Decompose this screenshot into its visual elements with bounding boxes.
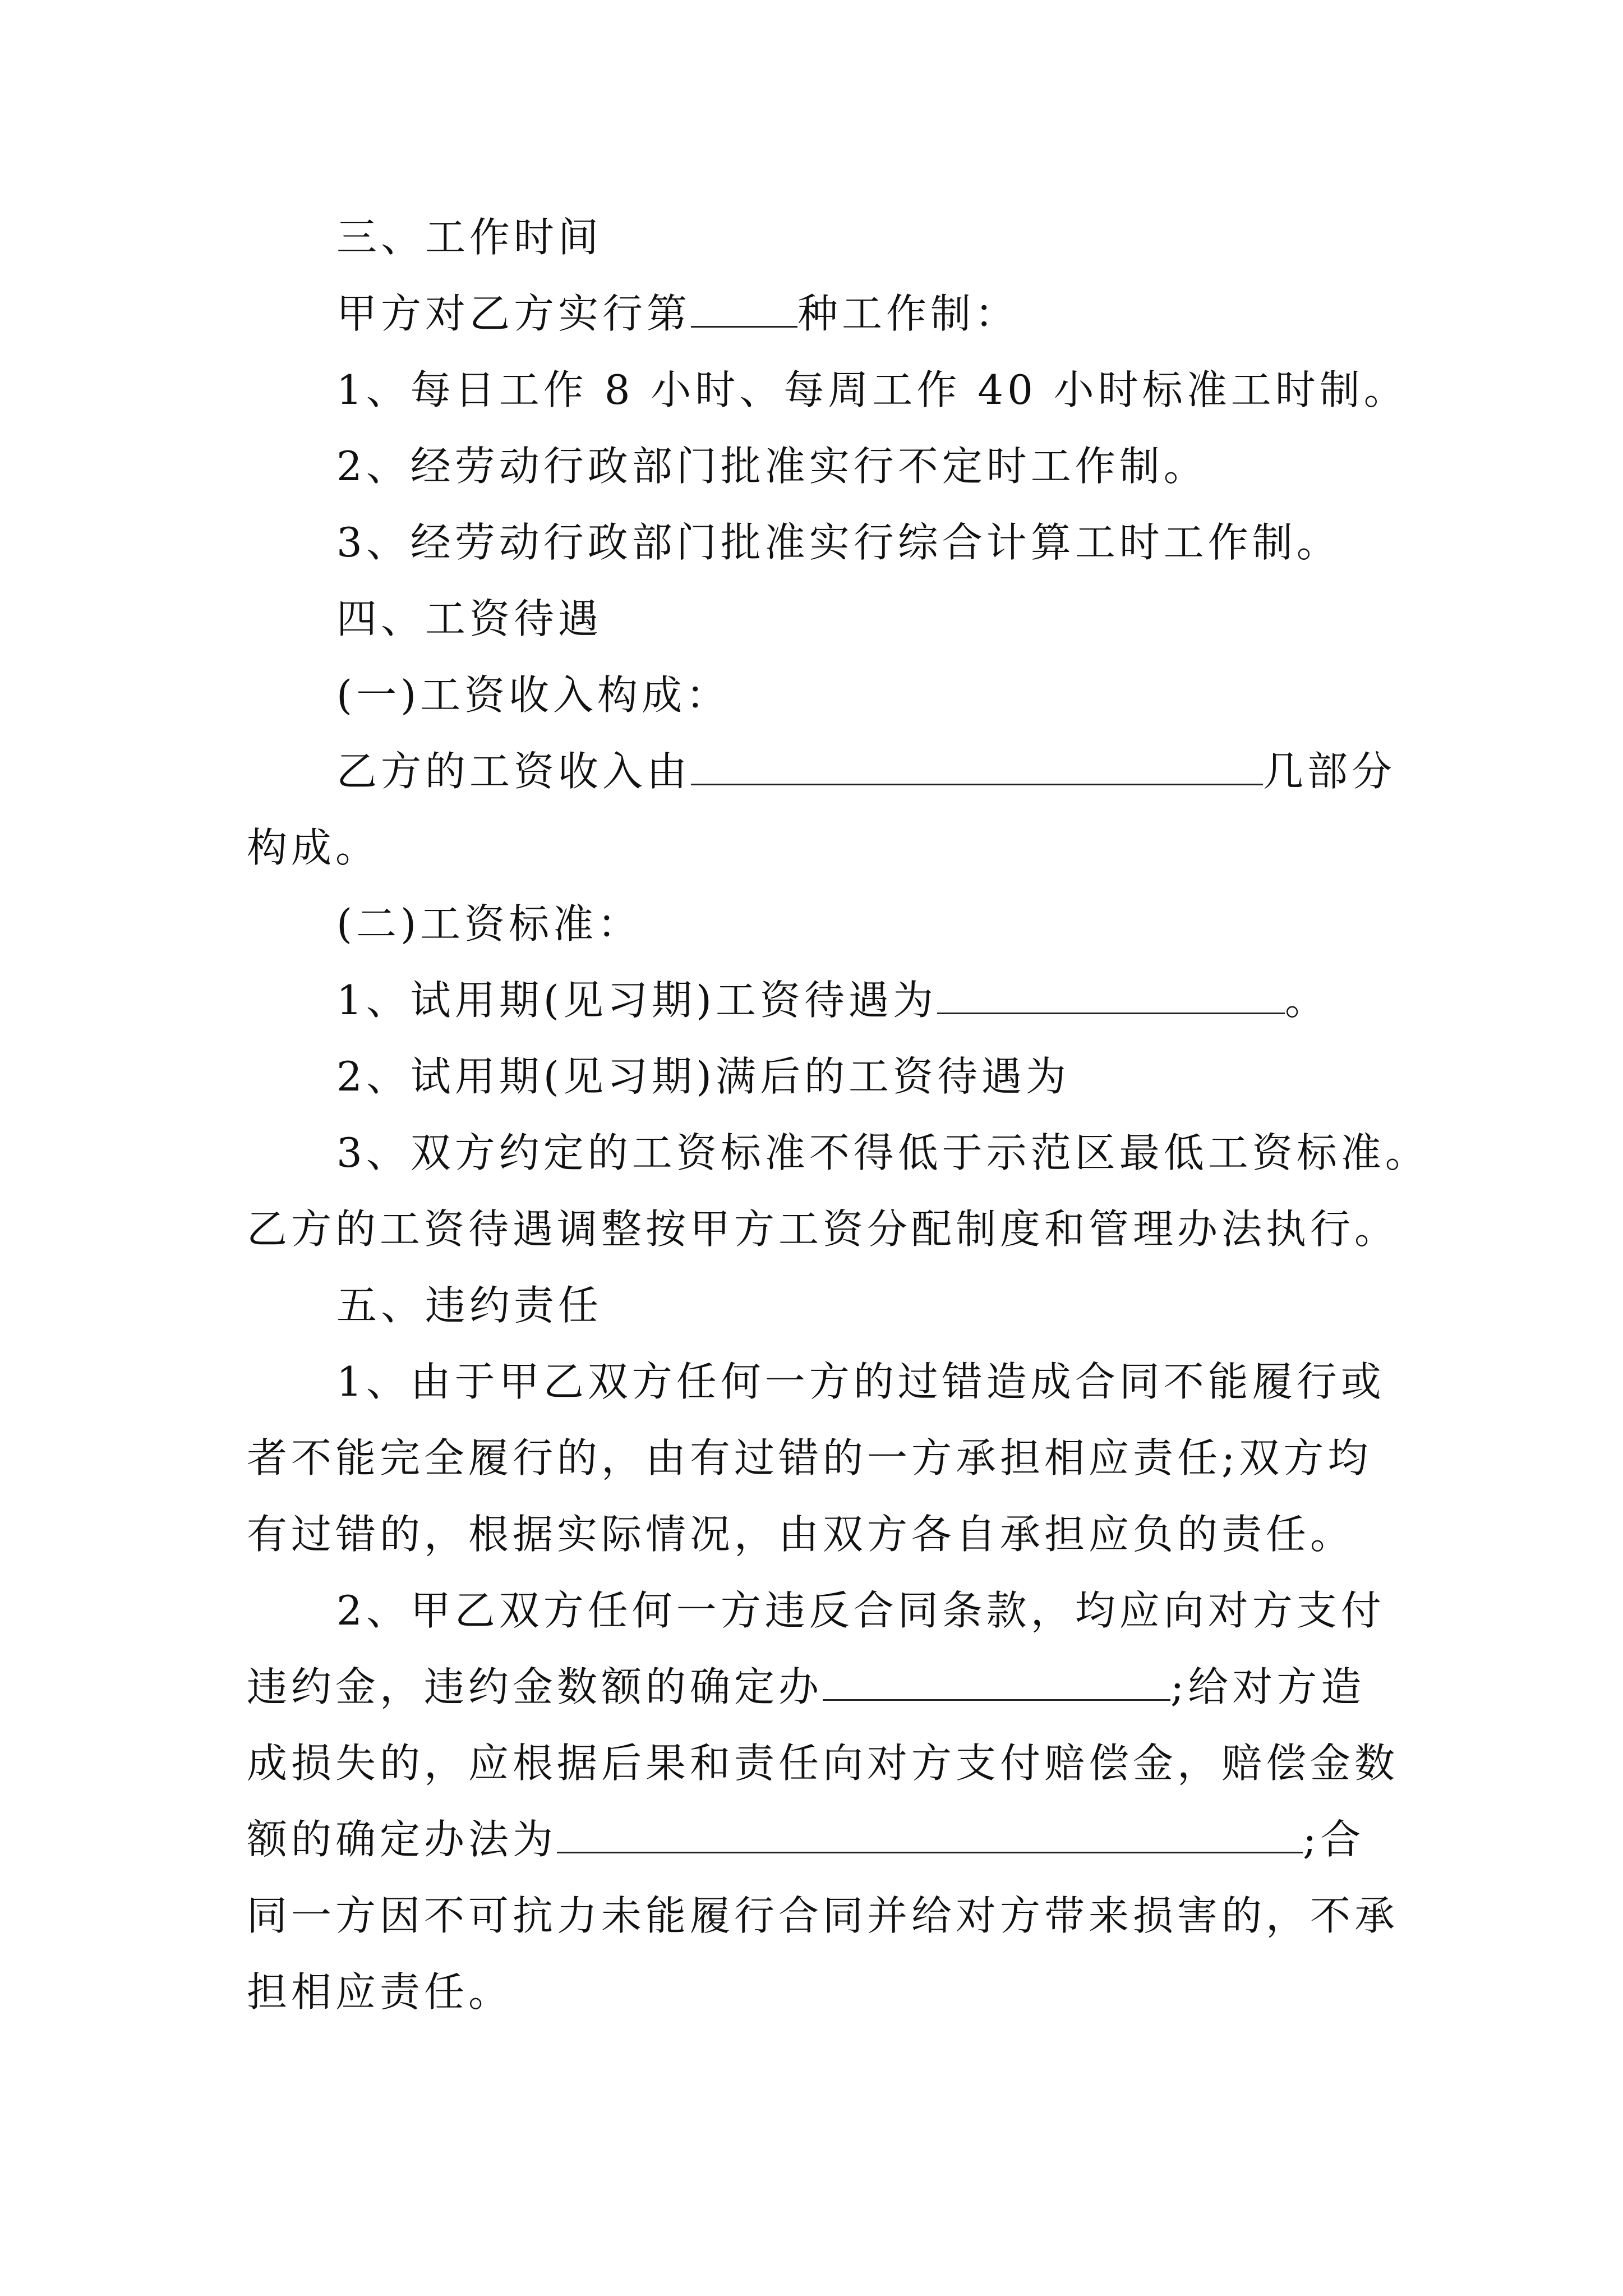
fill-in-blank[interactable]: [823, 1664, 1170, 1701]
paragraph-compensation-method: [247, 1812, 1364, 1866]
text-post: ;合: [1303, 1816, 1365, 1863]
paragraph-continuation: [247, 1431, 1372, 1485]
fill-in-blank[interactable]: [691, 749, 1263, 785]
section-heading-work-time: [336, 210, 602, 264]
paragraph-work-system: [336, 287, 1019, 341]
section-heading-wages: [336, 592, 602, 646]
paragraph-post-probation-wage: [336, 1050, 1070, 1103]
fill-in-blank[interactable]: [937, 978, 1285, 1014]
fill-in-blank[interactable]: [557, 1817, 1303, 1853]
paragraph-liability-1: [336, 1355, 1385, 1409]
paragraph-text: 担相应责任。: [247, 1968, 513, 2016]
paragraph-continuation: [247, 1889, 1399, 1943]
paragraph-liability-2: [336, 1584, 1385, 1637]
paragraph-penalty-method: [247, 1660, 1365, 1714]
heading-text: 五、违约责任: [336, 1282, 603, 1329]
paragraph-continuation: [247, 1202, 1399, 1256]
paragraph-text: 2、试用期(见习期)满后的工资待遇为: [336, 1053, 1070, 1100]
text-pre: 1、试用期(见习期)工资待遇为: [336, 977, 937, 1024]
paragraph-text: 成损失的，应根据后果和责任向对方支付赔偿金，赔偿金数: [247, 1740, 1399, 1787]
text-post: 种工作制：: [797, 290, 1020, 337]
paragraph-text: 有过错的，根据实际情况，由双方各自承担应负的责任。: [247, 1511, 1355, 1558]
text-pre: 违约金，违约金数额的确定办: [247, 1663, 823, 1710]
paragraph-item-3: [336, 516, 1341, 569]
text-pre: 乙方的工资收入由: [336, 748, 691, 795]
heading-text: 四、工资待遇: [336, 595, 603, 642]
paragraph-minimum-wage: [336, 1126, 1430, 1180]
paragraph-text: 者不能完全履行的，由有过错的一方承担相应责任;双方均: [247, 1434, 1372, 1481]
text-post: ;给对方造: [1170, 1663, 1366, 1710]
paragraph-text: 3、双方约定的工资标准不得低于示范区最低工资标准。: [336, 1129, 1430, 1176]
paragraph-probation-wage: [336, 973, 1329, 1027]
section-heading-liability: [336, 1278, 602, 1332]
heading-text: 三、工作时间: [336, 214, 603, 261]
paragraph-text: 2、甲乙双方任何一方违反合同条款，均应向对方支付: [336, 1587, 1385, 1634]
paragraph-text: 1、由于甲乙双方任何一方的过错造成合同不能履行或: [336, 1358, 1385, 1405]
text-pre: 甲方对乙方实行第: [336, 290, 691, 337]
paragraph-continuation: [247, 821, 380, 875]
text-post: 。: [1285, 977, 1330, 1024]
paragraph-text: 构成。: [247, 824, 380, 871]
paragraph-text: 2、经劳动行政部门批准实行不定时工作制。: [336, 443, 1208, 490]
paragraph-wage-composition: [336, 744, 1396, 798]
paragraph-text: 1、每日工作 8 小时、每周工作 40 小时标准工时制。: [336, 366, 1408, 413]
paragraph-text: 乙方的工资待遇调整按甲方工资分配制度和管理办法执行。: [247, 1205, 1399, 1253]
text-post: 几部分: [1263, 748, 1396, 795]
paragraph-item-2: [336, 439, 1208, 493]
paragraph-continuation: [247, 1736, 1399, 1790]
paragraph-text: 同一方因不可抗力未能履行合同并给对方带来损害的，不承: [247, 1892, 1399, 1939]
heading-text: (一)工资收入构成：: [336, 671, 731, 719]
paragraph-continuation: [247, 1965, 513, 2019]
subheading-wage-composition: [336, 668, 730, 722]
heading-text: (二)工资标准：: [336, 900, 642, 947]
fill-in-blank[interactable]: [691, 291, 797, 328]
paragraph-item-1: [336, 363, 1408, 417]
paragraph-text: 3、经劳动行政部门批准实行综合计算工时工作制。: [336, 519, 1341, 566]
subheading-wage-standard: [336, 897, 642, 951]
paragraph-continuation: [247, 1507, 1354, 1561]
text-pre: 额的确定办法为: [247, 1816, 557, 1863]
